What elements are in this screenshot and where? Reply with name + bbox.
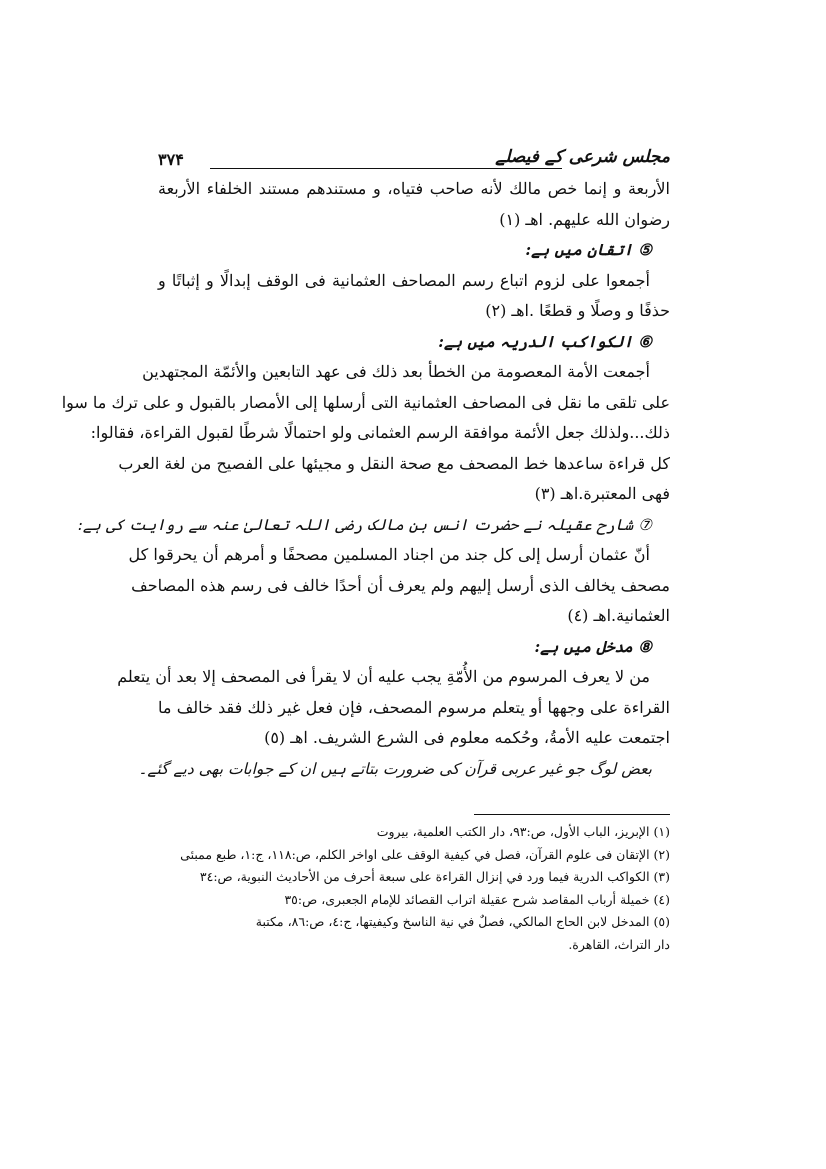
footnotes	[158, 821, 670, 956]
page-number: ۳۷۴	[158, 150, 184, 169]
section-heading-7: ⑦ شارح عقیلہ نے حضرت انس بن مالک رضی اللہ تعالیٰ عنہ سے روایت کی ہے:	[77, 515, 652, 534]
body-line: حذفًا و وصلًا و قطعًا .اهـ (٢)	[485, 301, 670, 320]
header-rule	[210, 168, 562, 169]
footnote-divider	[474, 814, 670, 815]
body-line: اجتمعت عليه الأمةُ، وحُكمه معلوم فى الشرع الشريف. اهـ (٥)	[264, 728, 670, 747]
page-header	[158, 140, 670, 174]
body-line: أنّ عثمان أرسل إلى كل جند من اجناد المسلمين مصحفًا و أمرهم أن يحرقوا كل	[128, 545, 650, 564]
body-line: مصحف يخالف الذى أرسل إليهم ولم يعرف أن أحدًا خالف فى رسم هذه المصاحف	[131, 575, 670, 595]
body-line: فهى المعتبرة.اهـ (٣)	[534, 484, 670, 503]
footnote: (١) الإبريز، الباب الأول، ص:٩٣، دار الكتب العلمية، بيروت	[376, 824, 670, 839]
document-page	[61, 140, 670, 956]
body-line: من لا يعرف المرسوم من الأُمّةِ يجب عليه أن لا يقرأ فى المصحف إلا بعد أن يتعلم	[117, 667, 650, 686]
body-line: ذلك...ولذلك جعل الأئمة موافقة الرسم العثمانى ولو احتمالًا شرطًا لقبول القراءة، فقالوا:	[90, 423, 670, 442]
footnote: (٣) الكواكب الدرية فيما ورد في إنزال القراءة على سبعة أحرف من الأحاديث النبوية، ص:٣٤	[199, 869, 670, 884]
body-line: على تلقى ما نقل فى المصاحف العثمانية التى أرسلها إلى الأمصار بالقبول و على ترك ما سوا	[61, 392, 670, 412]
body-line: القراءة على وجهها أو يتعلم مرسوم المصحف، فإن فعل غير ذلك فقد خالف ما	[158, 697, 670, 717]
section-heading-8: ⑧ مدخل میں ہے:	[534, 636, 652, 656]
section-heading-6: ⑥ الکواکب الدریہ میں ہے:	[438, 331, 652, 351]
footnote: (٢) الإتقان فى علوم القرآن، فصل في كيفية الوقف على اواخر الكلم، ص:١١٨، ج:١، طبع ممبئى	[180, 846, 670, 862]
footnote: (٤) خميلة أرباب المقاصد شرح عقيلة اتراب القصائد للإمام الجعبرى، ص:٣٥	[284, 891, 670, 907]
body-line: العثمانية.اهـ (٤)	[567, 606, 670, 625]
section-heading-5: ⑤ اتقان میں ہے:	[525, 240, 652, 259]
body-line: أجمعت الأمة المعصومة من الخطأ بعد ذلك فى عهد التابعين والأئمّة المجتهدين	[142, 362, 650, 381]
body-line: رضوان الله عليهم. اهـ (١)	[499, 209, 670, 229]
closing-note: بعض لوگ جو غیر عربی قرآن کی ضرورت بتاتے ہیں ان کے جوابات بھی دیے گئے۔	[138, 759, 652, 778]
footnote: دار التراث، القاهرة.	[568, 936, 670, 952]
body-line: كل قراءة ساعدها خط المصحف مع صحة النقل و مجيئها على الفصيح من لغة العرب	[118, 453, 670, 473]
running-title: مجلس شرعی کے فیصلے	[495, 147, 670, 167]
body-text	[61, 174, 670, 784]
footnote: (٥) المدخل لابن الحاج المالكي، فصلٌ في نية الناسخ وكيفيتها، ج:٤، ص:٨٦، مكتبة	[255, 914, 670, 929]
body-line: الأربعة و إنما خص مالك لأنه صاحب فتياه، و مستندهم مستند الخلفاء الأربعة	[158, 179, 670, 198]
body-line: أجمعوا على لزوم اتباع رسم المصاحف العثمانية فى الوقف إبدالًا و إثباتًا و	[158, 270, 650, 290]
